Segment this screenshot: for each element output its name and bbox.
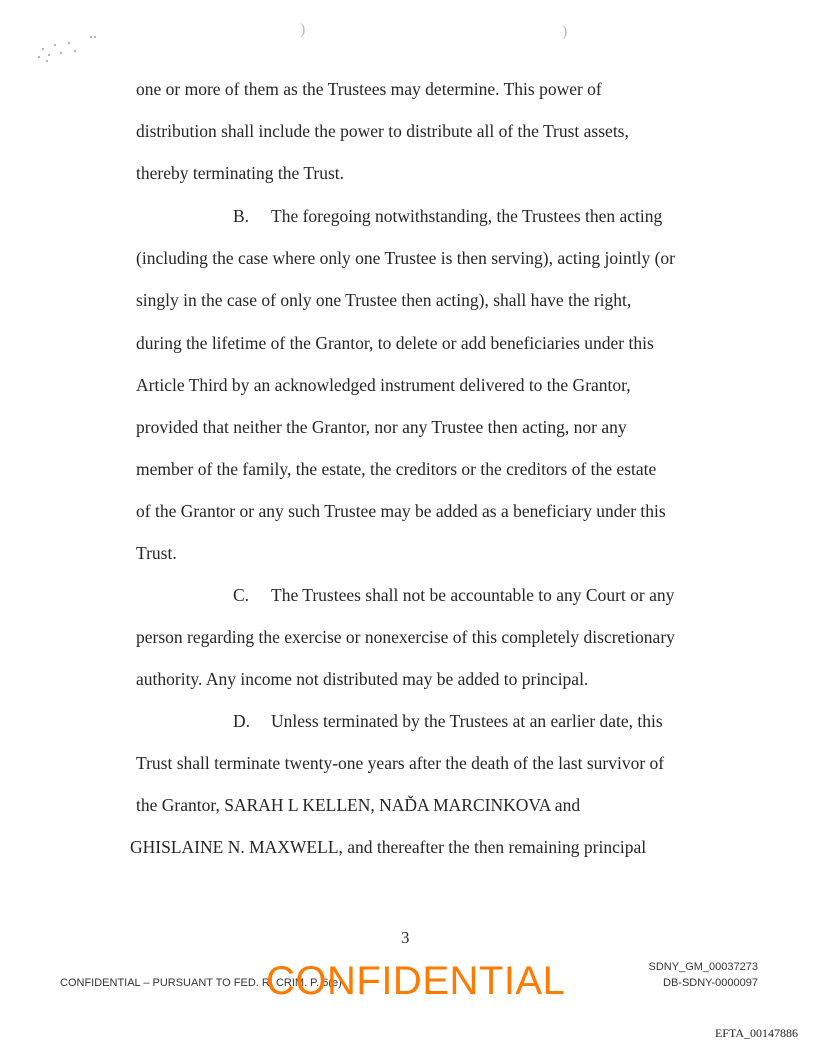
- text-line: one or more of them as the Trustees may determine. This power of: [136, 79, 602, 99]
- scan-bracket-mark: ): [562, 23, 568, 40]
- text-line: the Grantor, SARAH L KELLEN, NAĎA MARCINKOVA and: [136, 795, 581, 815]
- text-line: thereby terminating the Trust.: [136, 163, 345, 183]
- text-line: Trust shall terminate twenty-one years after the death of the last survivor of: [136, 753, 665, 773]
- paragraph-c-first-line: [233, 585, 674, 606]
- text-line: GHISLAINE N. MAXWELL, and thereafter the then remaining principal: [130, 837, 647, 857]
- text-line: Unless terminated by the Trustees at an earlier date, this: [271, 711, 663, 731]
- efta-id: EFTA_00147886: [714, 1026, 798, 1040]
- text-line: Trust.: [136, 543, 177, 563]
- paragraph-b-first-line: [233, 206, 662, 227]
- text-line: provided that neither the Grantor, nor any Trustee then acting, nor any: [136, 417, 627, 437]
- text-line: Article Third by an acknowledged instrument delivered to the Grantor,: [136, 375, 631, 395]
- text-line: distribution shall include the power to distribute all of the Trust assets,: [136, 121, 629, 141]
- paragraph-label-b: B.: [233, 206, 250, 226]
- text-line: (including the case where only one Trustee is then serving), acting jointly (or: [136, 248, 675, 268]
- confidential-notice: CONFIDENTIAL – PURSUANT TO FED. R. CRIM. P. 6(e): [60, 977, 342, 989]
- bates-number-db: DB-SDNY-0000097: [663, 977, 758, 989]
- text-line: during the lifetime of the Grantor, to delete or add beneficiaries under this: [136, 333, 654, 353]
- scan-bracket-mark: ): [300, 21, 306, 38]
- confidential-stamp: CONFIDENTIAL: [266, 959, 566, 1003]
- text-line: The foregoing notwithstanding, the Trustees then acting: [271, 206, 663, 226]
- text-line: of the Grantor or any such Trustee may be added as a beneficiary under this: [136, 501, 666, 521]
- text-line: singly in the case of only one Trustee then acting), shall have the right,: [136, 290, 632, 310]
- text-line: The Trustees shall not be accountable to any Court or any: [271, 585, 675, 605]
- paragraph-d-first-line: [233, 711, 663, 732]
- scan-speckle: [30, 30, 120, 70]
- text-line: authority. Any income not distributed may be added to principal.: [136, 669, 589, 689]
- page-number: 3: [401, 928, 410, 947]
- bates-number-sdny: SDNY_GM_00037273: [648, 961, 758, 973]
- paragraph-label-d: D.: [233, 711, 251, 731]
- text-line: member of the family, the estate, the creditors or the creditors of the estate: [136, 459, 657, 479]
- paragraph-label-c: C.: [233, 585, 250, 605]
- text-line: person regarding the exercise or nonexercise of this completely discretionary: [136, 627, 675, 647]
